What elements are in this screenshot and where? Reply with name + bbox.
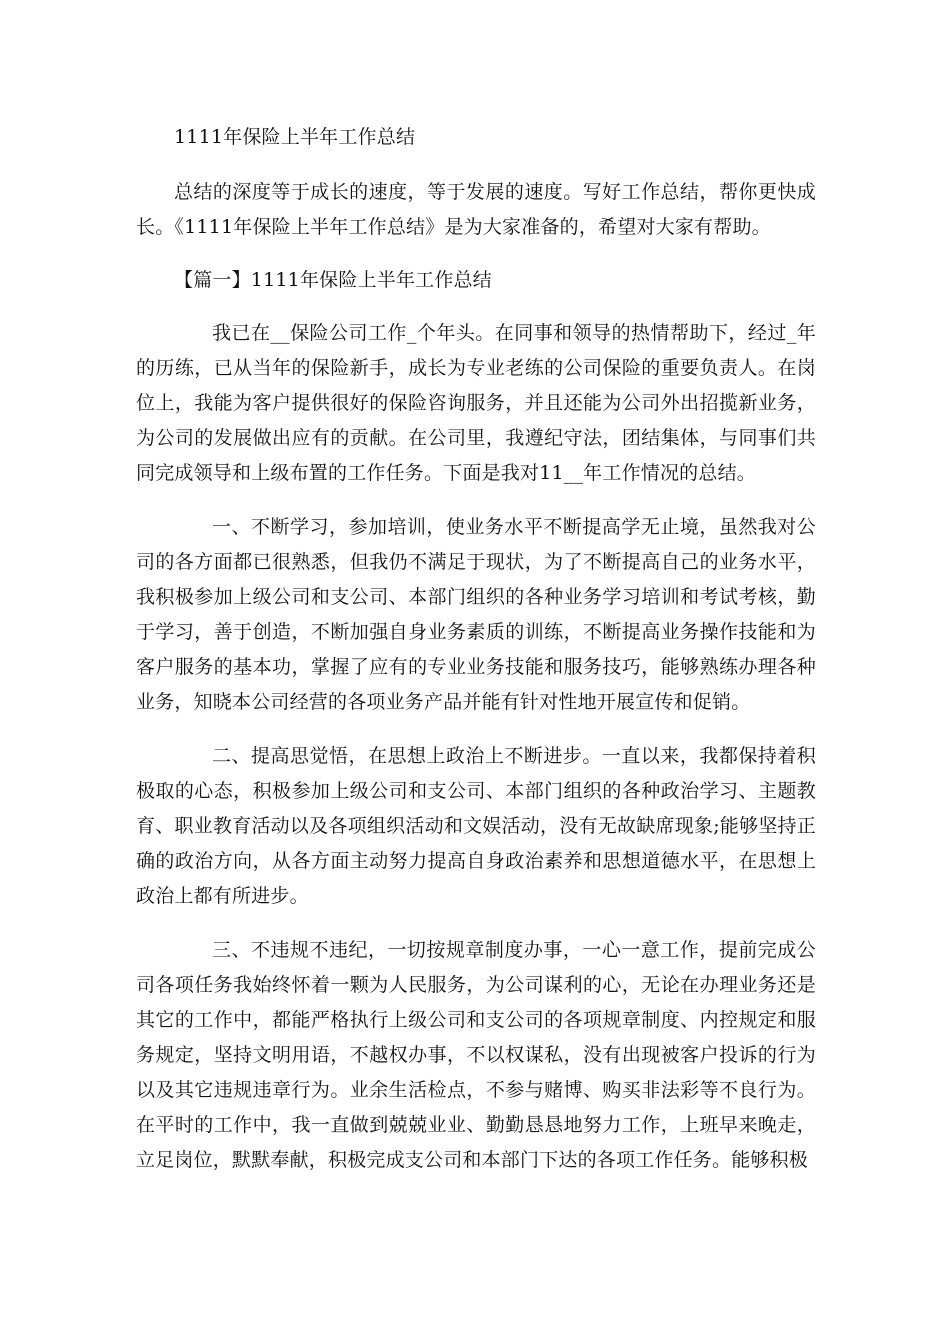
section-heading: 【篇一】1111年保险上半年工作总结 <box>174 269 492 291</box>
document-title: 1111年保险上半年工作总结 <box>174 126 416 148</box>
body-paragraph: 三、不违规不违纪，一切按规章制度办事，一心一意工作，提前完成公司各项任务我始终怀着一颗为人民服务，为公司谋利的心，无论在办理业务还是其它的工作中，都能严格执行上级公司和支公司的各项规章制度、内控规定和服务规定，坚持文明用语，不越权办事，不以权谋私，没有出现被客户投诉的行为以及其它违规违章行为。业余生活检点，不参与赌博、购买非法彩等不良行为。在平时的工作中，我一直做到兢兢业业、勤勤恳恳地努力工作，上班早来晚走，立足岗位，默默奉献，积极完成支公司和本部门下达的各项工作任务。能够积极 <box>136 939 816 1171</box>
document-page <box>136 120 816 1197</box>
intro-paragraph: 总结的深度等于成长的速度，等于发展的速度。写好工作总结，帮你更快成长。《1111年保险上半年工作总结》是为大家准备的，希望对大家有帮助。 <box>136 181 816 238</box>
body-paragraph: 一、不断学习，参加培训，使业务水平不断提高学无止境，虽然我对公司的各方面都已很熟悉，但我仍不满足于现状，为了不断提高自己的业务水平，我积极参加上级公司和支公司、本部门组织的各种业务学习培训和考试考核，勤于学习，善于创造，不断加强自身业务素质的训练，不断提高业务操作技能和为客户服务的基本功，掌握了应有的专业业务技能和服务技巧，能够熟练办理各种业务，知晓本公司经营的各项业务产品并能有针对性地开展宣传和促销。 <box>136 516 816 713</box>
body-paragraph: 我已在__保险公司工作_个年头。在同事和领导的热情帮助下，经过_年的历练，已从当年的保险新手，成长为专业老练的公司保险的重要负责人。在岗位上，我能为客户提供很好的保险咨询服务，并且还能为公司外出招揽新业务，为公司的发展做出应有的贡献。在公司里，我遵纪守法，团结集体，与同事们共同完成领导和上级布置的工作任务。下面是我对11__年工作情况的总结。 <box>136 322 816 484</box>
body-paragraph: 二、提高思觉悟，在思想上政治上不断进步。一直以来，我都保持着积极取的心态，积极参加上级公司和支公司、本部门组织的各种政治学习、主题教育、职业教育活动以及各项组织活动和文娱活动，没有无故缺席现象;能够坚持正确的政治方向，从各方面主动努力提高自身政治素养和思想道德水平，在思想上政治上都有所进步。 <box>136 745 816 907</box>
